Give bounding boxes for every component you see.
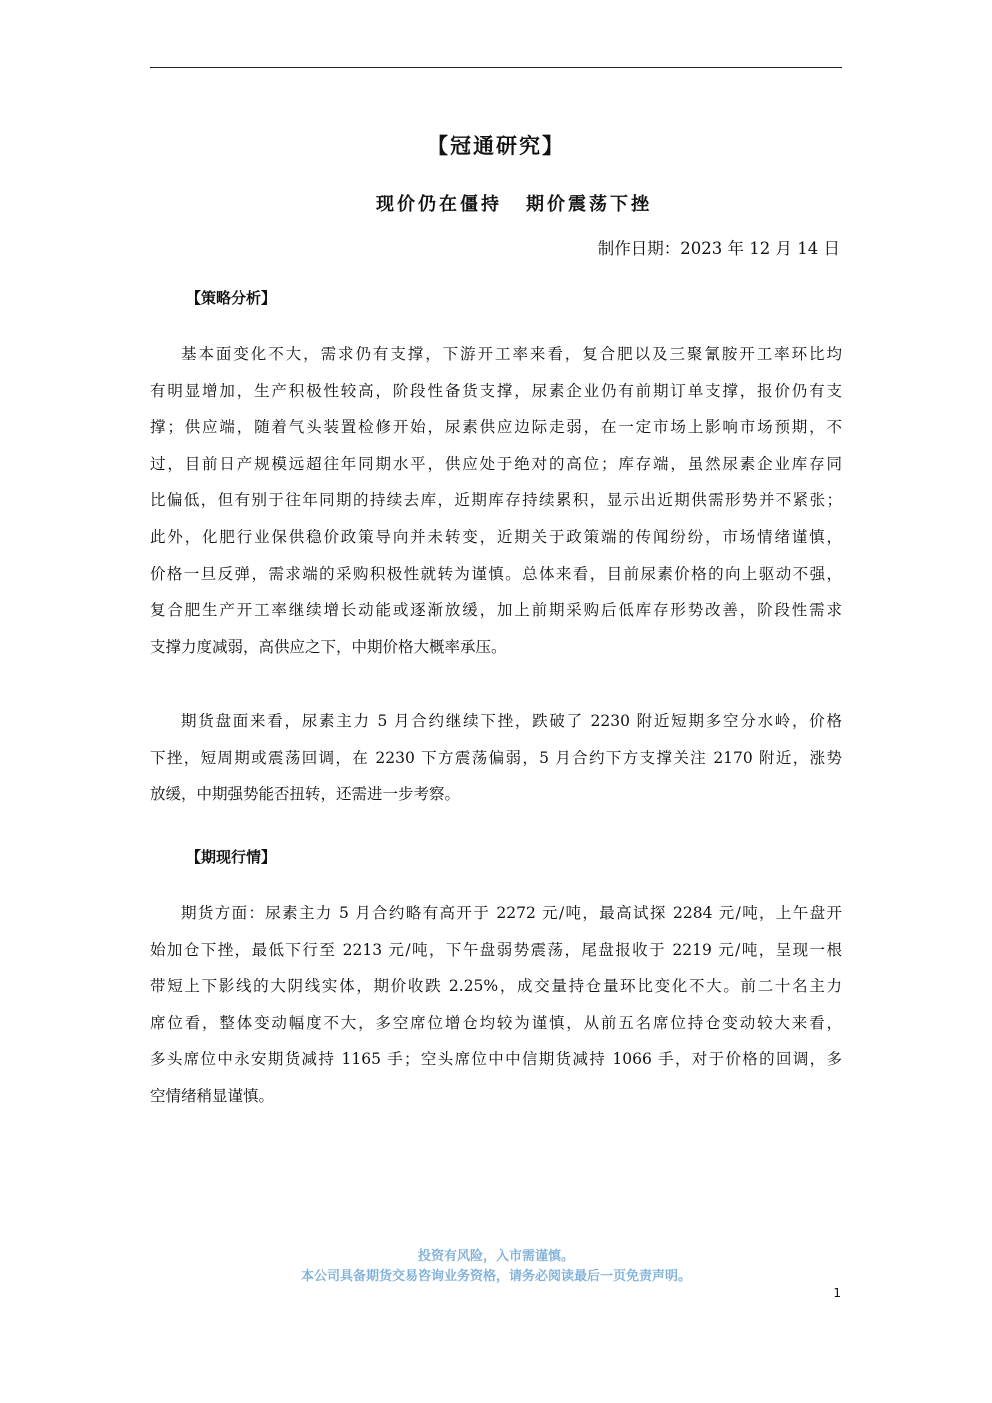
report-title [0,190,992,216]
paragraph-line: 多头席位中永安期货减持 1165 手；空头席位中中信期货减持 1066 手，对于价格的回调，多 [150,1050,842,1069]
report-title-right: 期价震荡下挫 [526,194,652,215]
paragraph-line: 放缓，中期强势能否扭转，还需进一步考察。 [150,785,461,804]
paragraph-line: 复合肥生产开工率继续增长动能或逐渐放缓，加上前期采购后低库存形势改善，阶段性需求 [150,601,842,620]
market-paragraph [150,895,842,1115]
report-date: 制作日期：2023 年 12 月 14 日 [597,239,840,258]
paragraph-line: 下挫，短周期或震荡回调，在 2230 下方震荡偏弱，5 月合约下方支撑关注 2170 附近，涨势 [150,748,842,767]
paragraph-line: 撑；供应端，随着气头装置检修开始，尿素供应边际走弱，在一定市场上影响市场预期，不 [150,418,842,437]
paragraph-line: 有明显增加，生产积极性较高，阶段性备货支撑，尿素企业仍有前期订单支撑，报价仍有支 [150,381,842,400]
paragraph-line: 此外，化肥行业保供稳价政策导向并未转变，近期关于政策端的传闻纷纷，市场情绪谨慎， [150,527,842,546]
report-title-left: 现价仍在僵持 [376,194,502,215]
paragraph-line: 期货方面：尿素主力 5 月合约略有高开于 2272 元/吨，最高试探 2284 元/吨，上午盘开 [181,904,842,922]
strategy-paragraph-2 [150,703,842,813]
section-heading-market: 【期现行情】 [186,848,277,866]
paragraph-line: 席位看，整体变动幅度不大，多空席位增仓均较为谨慎，从前五名席位持仓变动较大来看， [150,1013,842,1032]
strategy-paragraph-1 [150,336,842,665]
paragraph-line: 比偏低，但有别于往年同期的持续去库，近期库存持续累积，显示出近期供需形势并不紧张； [150,491,842,510]
paragraph-line: 基本面变化不大，需求仍有支撑，下游开工率来看，复合肥以及三聚氰胺开工率环比均 [181,345,842,363]
footer-risk-notice: 投资有风险，入市需谨慎。 [417,1249,574,1264]
header-rule [150,67,842,68]
paragraph-line: 期货盘面来看，尿素主力 5 月合约继续下挫，跌破了 2230 附近短期多空分水岭，价格 [181,712,842,730]
report-brand: 【冠通研究】 [427,133,565,158]
footer-disclaimer: 本公司具备期货交易咨询业务资格，请务必阅读最后一页免责声明。 [300,1269,691,1284]
paragraph-line: 空情绪稍显谨慎。 [150,1086,275,1105]
page-number: 1 [833,1286,841,1300]
section-heading-strategy: 【策略分析】 [186,289,277,307]
paragraph-line: 支撑力度减弱，高供应之下，中期价格大概率承压。 [150,637,507,656]
paragraph-line: 过，目前日产规模远超往年同期水平，供应处于绝对的高位；库存端，虽然尿素企业库存同 [150,454,842,473]
paragraph-line: 价格一旦反弹，需求端的采购积极性就转为谨慎。总体来看，目前尿素价格的向上驱动不强， [150,564,842,583]
paragraph-line: 始加仓下挫，最低下行至 2213 元/吨，下午盘弱势震荡，尾盘报收于 2219 元/吨，呈现一根 [150,940,842,959]
paragraph-line: 带短上下影线的大阴线实体，期价收跌 2.25%，成交量持仓量环比变化不大。前二十名主力 [150,977,842,996]
